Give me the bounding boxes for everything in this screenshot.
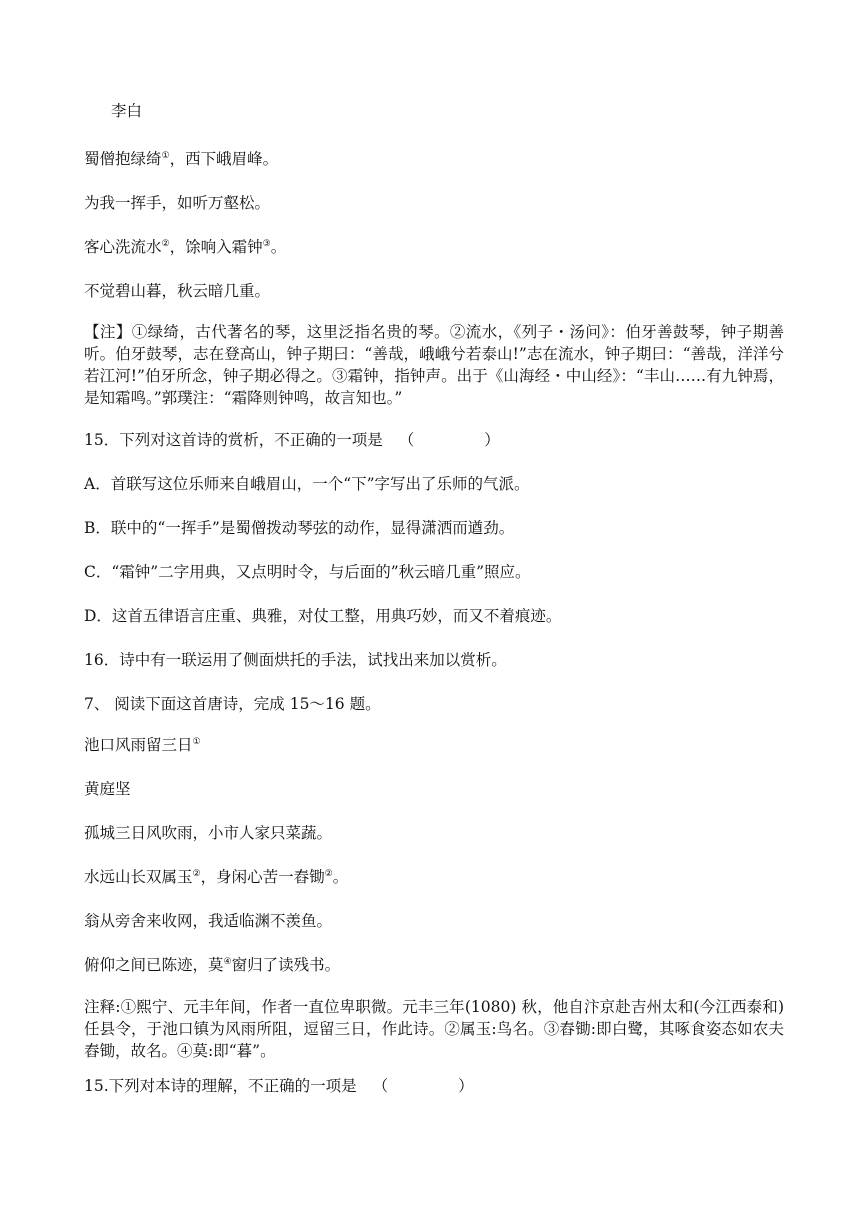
question-15a-stem: 15．下列对这首诗的赏析，不正确的一项是: [84, 431, 383, 449]
poem1-line-3: [84, 237, 784, 257]
option-c: C．“霜钟”二字用典，又点明时令，与后面的”秋云暗几重”照应。: [84, 563, 531, 581]
footnote-marker: ①: [192, 737, 201, 747]
poem2-line-3-text: 翁从旁舍来收网，我适临渊不羡鱼。: [84, 912, 333, 930]
poem2-note: 注释:①熙宁、元丰年间，作者一直位卑职微。元丰三年(1080) 秋，他自汴京赴吉州太和(今江西泰和)任县令，于池口镇为风雨所阻，逗留三日，作此诗。②属玉:鸟名。③舂锄:即白鹭，其啄食姿态如农夫舂锄，故名。④莫:即“暮”。: [84, 998, 784, 1060]
question-15b: [84, 1076, 784, 1096]
poem1-line-1-text-a: 蜀僧抱绿绮: [84, 150, 162, 168]
option-d: D．这首五律语言庄重、典雅，对仗工整，用典巧妙，而又不着痕迹。: [84, 607, 562, 625]
poem1-line-2: [84, 193, 784, 213]
poem1-line-1-text-b: ，西下峨眉峰。: [169, 150, 279, 168]
poem2-line-1-text: 孤城三日风吹雨，小市人家只菜蔬。: [84, 824, 333, 842]
question-15a: [84, 430, 784, 450]
poem1-author: 李白: [111, 102, 143, 120]
poem1-line-3-text-b: ，馀响入霜钟: [169, 238, 263, 256]
answer-paren-close: ）: [458, 1077, 474, 1095]
poem2-line-4: [84, 955, 784, 975]
poem1-line-4-text: 不觉碧山暮，秋云暗几重。: [84, 282, 271, 300]
question-16: 16．诗中有一联运用了侧面烘托的手法，试找出来加以赏析。: [84, 651, 507, 669]
footnote-marker: ②: [192, 869, 201, 879]
poem2-line-4-text-b: 窗归了读残书。: [231, 956, 341, 974]
poem2-line-2-text-a: 水远山长双属玉: [84, 868, 193, 886]
poem2-title-text: 池口风雨留三日: [84, 736, 193, 754]
poem1-line-2-text: 为我一挥手，如听万壑松。: [84, 194, 271, 212]
section-7-heading: 7、 阅读下面这首唐诗，完成 15～16 题。: [84, 695, 381, 713]
footnote-marker: ④: [223, 957, 232, 967]
answer-paren-close: ）: [484, 431, 500, 449]
poem2-line-4-text-a: 俯仰之间已陈迹，莫: [84, 956, 224, 974]
footnote-marker: ③: [262, 239, 271, 249]
poem1-line-3-text-c: 。: [270, 238, 287, 256]
option-b: B．联中的“一挥手”是蜀僧拨动琴弦的动作，显得潇洒而遒劲。: [84, 519, 515, 537]
answer-paren-open: （: [398, 431, 415, 449]
option-a: A．首联写这位乐师来自峨眉山，一个“下”字写出了乐师的气派。: [84, 475, 530, 493]
poem1-line-1: [84, 149, 784, 169]
poem1-line-3-text-a: 客心洗流水: [84, 238, 162, 256]
poem2-title: [84, 735, 784, 755]
poem1-line-4: [84, 281, 784, 301]
footnote-marker: ①: [161, 151, 170, 161]
answer-paren-open: （: [372, 1077, 389, 1095]
poem1-note: 【注】①绿绮，古代著名的琴，这里泛指名贵的琴。②流水，《列子・汤问》：伯牙善鼓琴，钟子期善听。伯牙鼓琴，志在登高山，钟子期曰：“善哉，峨峨兮若泰山!”志在流水，钟子期曰：“善哉，洋洋兮若江河!”伯牙所念，钟子期必得之。③霜钟，指钟声。出于《山海经・中山经》：“丰山……有九钟焉，是知霜鸣。”郭璞注：“霜降则钟鸣，故言知也。”: [84, 323, 784, 407]
poem2-line-2: [84, 867, 784, 887]
poem2-line-1: [84, 823, 784, 843]
question-15b-stem: 15.下列对本诗的理解，不正确的一项是: [84, 1077, 357, 1095]
poem2-line-2-text-b: ，身闲心苦一舂锄: [200, 868, 325, 886]
footnote-marker: ②: [324, 869, 333, 879]
poem2-line-2-text-c: 。: [332, 868, 349, 886]
poem2-author: 黄庭坚: [84, 780, 131, 798]
poem2-line-3: [84, 911, 784, 931]
footnote-marker: ②: [161, 239, 170, 249]
